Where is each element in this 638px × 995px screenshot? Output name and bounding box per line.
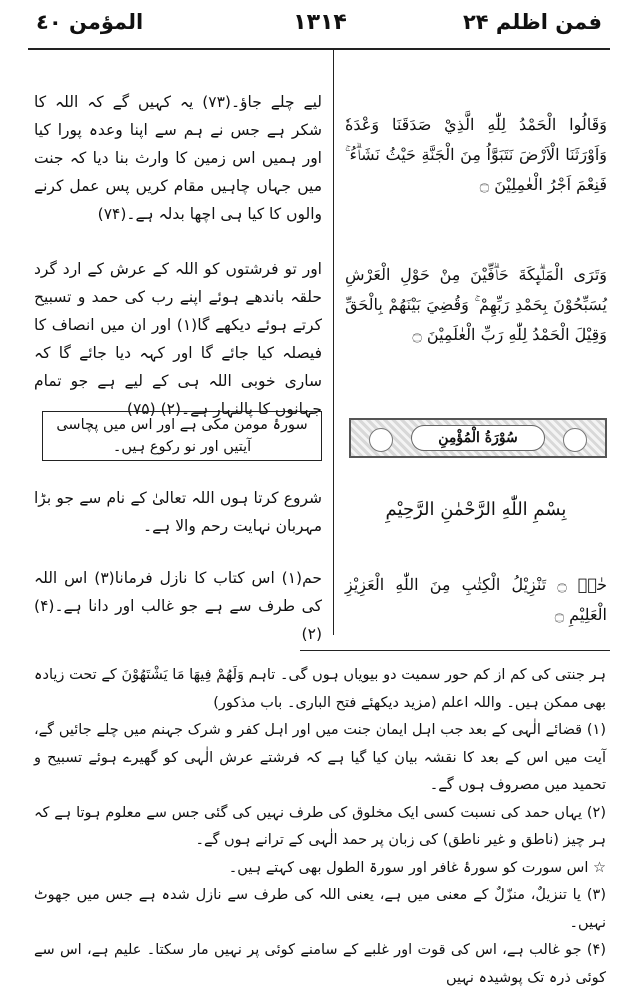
footnotes [34,662,606,992]
translation-paragraph-74: لیے چلے جاؤ۔(۷۳) یہ کہیں گے کہ اللہ کا شکر ہے جس نے ہم سے اپنا وعدہ پورا کیا اور ہمیں اس زمین کا وارث بنا دیا کہ جنت میں جہاں چاہیں مقام کریں پس عمل کرنے والوں کا کیا ہی اچھا بدلہ ہے۔(۷۴) [34,93,322,223]
arabic-verse-74: وَقَالُوا الْحَمْدُ لِلّٰهِ الَّذِيْ صَدَقَنَا وَعْدَهٗ وَاَوْرَثَنَا الْاَرْضَ نَتَبَوَّاُ مِنَ الْجَنَّةِ حَيْثُ نَشَاۗءُ ۚ فَنِعْمَ اَجْرُ الْعٰمِلِيْنَ ۝ [345,115,607,194]
arabic-verse-75: وَتَرَى الْمَلٰۗىِٕكَةَ حَاۗفِّيْنَ مِنْ حَوْلِ الْعَرْشِ يُسَبِّحُوْنَ بِحَمْدِ رَبِّهِمْ ۚ وَقُضِيَ بَيْنَهُمْ بِالْحَقِّ وَقِيْلَ الْحَمْدُ لِلّٰهِ رَبِّ الْعٰلَمِيْنَ ۝ [345,265,607,344]
arabic-verse-1-2: حٰمۗ ۝ تَنْزِيْلُ الْكِتٰبِ مِنَ اللّٰهِ الْعَزِيْزِ الْعَلِيْمِ ۝ [345,575,607,624]
page-number: ۱۳۱۴ [293,10,347,35]
surah-info-box: سورۂ مومن مکی ہے اور اس میں پچاسی آیتیں اور نو رکوع ہیں۔ [42,411,322,461]
footnote-continuation: ہر جنتی کی کم از کم حور سمیت دو بیویاں ہوں گی۔ تاہم وَلَهُمْ فِيهَا مَا يَشْتَهُوْنَ کے تحت زیادہ بھی ممکن ہیں۔ واللہ اعلم (مزید دیکھئے فتح الباری۔ باب مذکور) [34,667,606,711]
header-rule [28,48,610,50]
footnote-2: (۲) یہاں حمد کی نسبت کسی ایک مخلوق کی طرف نہیں کی گئی جس سے معلوم ہوتا ہے کہ ہر چیز (ناطق و غیر ناطق) کی زبان پر حمد الٰہی کے ترانے ہوں گے۔ [34,804,606,848]
footnote-1: (۱) قضائے الٰہی کے بعد جب اہل ایمان جنت میں اور اہل کفر و شرک جہنم میں چلے جائیں گے، آیت میں اس کے بعد کا نقشہ بیان کیا گیا ہے کہ فرشتے عرش الٰہی کو گھیرے ہوئے تسبیح و تحمید میں مصروف ہوں گے۔ [34,722,606,793]
footnote-3: (۳) یا تنزیلٌ، منزّلٌ کے معنی میں ہے، یعنی اللہ کی طرف سے نازل شدہ ہے جس میں جھوٹ نہیں۔ [34,887,606,931]
footnote-4: (۴) جو غالب ہے، اس کی قوت اور غلبے کے سامنے کوئی پر نہیں مار سکتا۔ علیم ہے، اس سے کوئی ذرہ تک پوشیدہ نہیں [34,942,606,986]
column-divider [333,50,334,635]
ornament-rosette-right [563,428,587,452]
translation-paragraph-1-2: حم(۱) اس کتاب کا نازل فرمانا(۳) اس اللہ کی طرف سے ہے جو غالب اور دانا ہے۔(۴) (۲) [34,569,322,643]
arabic-bismillah: بِسْمِ اللّٰهِ الرَّحْمٰنِ الرَّحِيْمِ [385,499,567,520]
translation-paragraph-75: اور تو فرشتوں کو اللہ کے عرش کے ارد گرد حلقہ باندھے ہوئے اپنے رب کی حمد و تسبیح کرتے ہوئے دیکھے گا(۱) اور ان میں انصاف کا فیصلہ کیا جائے گا اور کہہ دیا جائے گا کہ ساری خوبی اللہ ہی کے لیے ہے جو تمام جہانوں کا پالنہار ہے۔(۲) (۷۵) [34,260,322,418]
surah-header: المؤمن ٤٠ [36,10,144,34]
translation-bismillah: شروع کرتا ہوں اللہ تعالیٰ کے نام سے جو بڑا مہربان نہایت رحم والا ہے۔ [34,489,322,535]
surah-title: سُوْرَةُ الْمُؤْمِنِ [411,425,545,451]
footnote-star: ☆ اس سورت کو سورۂ غافر اور سورۃ الطول بھی کہتے ہیں۔ [228,859,606,876]
ornament-rosette-left [369,428,393,452]
footnote-rule [300,650,610,651]
juz-header: فمن اظلم ۲۴ [462,10,602,34]
surah-title-ornament [349,418,607,458]
